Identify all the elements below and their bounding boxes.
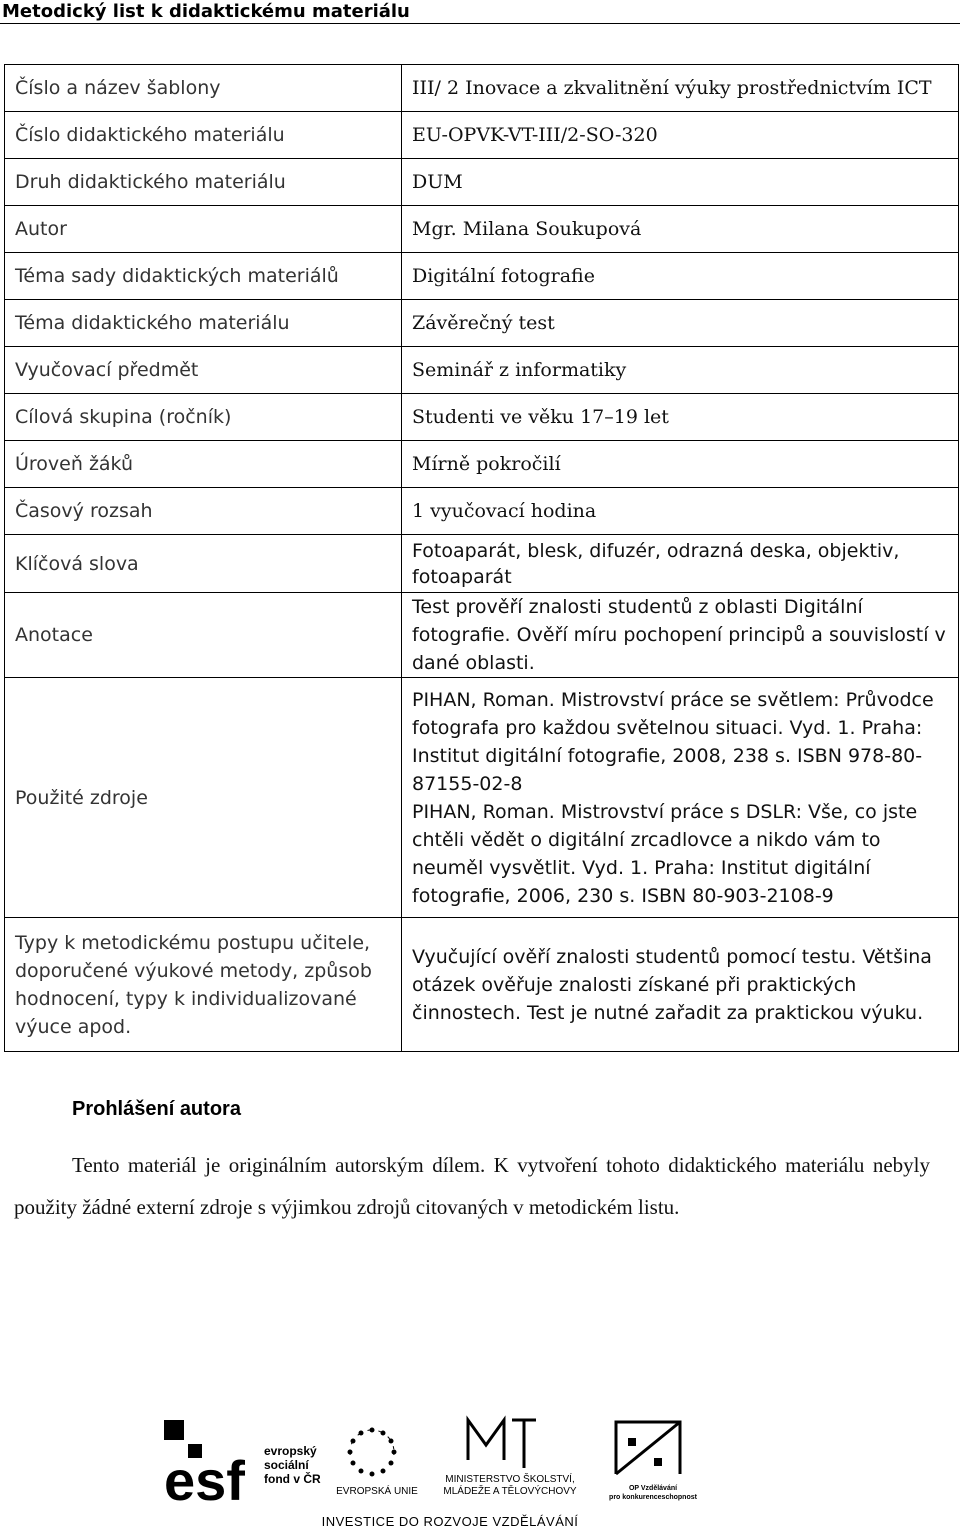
row-label: Typy k metodickému postupu učitele, doporučené výukové metody, způsob hodnocení, typy k individualizované výuce apod. bbox=[5, 918, 402, 1052]
row-value: EU-OPVK-VT-III/2-SO-320 bbox=[402, 112, 959, 159]
eu-stars-icon bbox=[332, 1424, 412, 1484]
row-label: Úroveň žáků bbox=[5, 441, 402, 488]
logo-footer-slogan: INVESTICE DO ROZVOJE VZDĚLÁVÁNÍ bbox=[321, 1514, 579, 1529]
row-label: Druh didaktického materiálu bbox=[5, 159, 402, 206]
row-label: Téma sady didaktických materiálů bbox=[5, 253, 402, 300]
op-line: pro konkurenceschopnost bbox=[609, 1494, 697, 1501]
table-row bbox=[5, 593, 959, 678]
page-title: Metodický list k didaktickému materiálu bbox=[0, 0, 960, 24]
table-row bbox=[5, 394, 959, 441]
esf-line: sociální bbox=[264, 1458, 309, 1472]
msmt-logo bbox=[430, 1410, 590, 1510]
row-value: Vyučující ověří znalosti studentů pomocí testu. Většina otázek ověřuje znalosti získané při praktických činnostech. Test je nutné zařadit za praktickou výuku. bbox=[402, 918, 959, 1052]
row-value: DUM bbox=[402, 159, 959, 206]
row-label: Časový rozsah bbox=[5, 488, 402, 535]
row-label: Číslo didaktického materiálu bbox=[5, 112, 402, 159]
esf-logo bbox=[164, 1420, 324, 1510]
source-1: PIHAN, Roman. Mistrovství práce se světlem: Průvodce fotografa pro každou světelnou situaci. Vyd. 1. Praha: Institut digitální fotografie, 2008, 238 s. ISBN 978-80-87155-02-8 bbox=[412, 688, 934, 795]
source-2: PIHAN, Roman. Mistrovství práce s DSLR: Vše, co jste chtěli vědět o digitální zrcadlovce a nikdo vám to neuměl vysvětlit. Vyd. 1. Praha: Institut digitální fotografie, 2006, 230 s. ISBN 80-903-2108-9 bbox=[412, 800, 918, 907]
eu-label: EVROPSKÁ UNIE bbox=[336, 1486, 418, 1497]
row-value: Fotoaparát, blesk, difuzér, odrazná deska, objektiv, fotoaparát bbox=[402, 535, 959, 593]
row-value: 1 vyučovací hodina bbox=[402, 488, 959, 535]
row-value: Mgr. Milana Soukupová bbox=[402, 206, 959, 253]
row-label: Klíčová slova bbox=[5, 535, 402, 593]
table-row bbox=[5, 678, 959, 918]
svg-text:esf: esf bbox=[164, 1449, 245, 1510]
table-row bbox=[5, 488, 959, 535]
row-value: Studenti ve věku 17–19 let bbox=[402, 394, 959, 441]
eu-logo bbox=[332, 1424, 422, 1514]
row-label: Vyučovací předmět bbox=[5, 347, 402, 394]
table-row bbox=[5, 253, 959, 300]
row-label: Anotace bbox=[5, 593, 402, 678]
op-line: OP Vzdělávání bbox=[628, 1485, 678, 1492]
table-row bbox=[5, 300, 959, 347]
row-value: Mírně pokročilí bbox=[402, 441, 959, 488]
msmt-line: MLÁDEŽE A TĚLOVÝCHOVY bbox=[443, 1486, 577, 1497]
declaration-text: Tento materiál je originálním autorským dílem. K vytvoření tohoto didaktického materiálu nebyly použity žádné externí zdroje s výjimkou zdrojů citovaných v metodickém listu. bbox=[14, 1153, 930, 1219]
msmt-line: MINISTERSTVO ŠKOLSTVÍ, bbox=[445, 1474, 575, 1485]
esf-line: evropský bbox=[264, 1444, 317, 1458]
row-value: Seminář z informatiky bbox=[402, 347, 959, 394]
op-mark-icon bbox=[610, 1416, 690, 1480]
row-value: Závěrečný test bbox=[402, 300, 959, 347]
table-row bbox=[5, 159, 959, 206]
msmt-mark-icon bbox=[460, 1410, 540, 1472]
table-row bbox=[5, 535, 959, 593]
row-label: Použité zdroje bbox=[5, 678, 402, 918]
row-value: Test prověří znalosti studentů z oblasti Digitální fotografie. Ověří míru pochopení principů a souvislostí v dané oblasti. bbox=[402, 593, 959, 678]
table-row bbox=[5, 65, 959, 112]
row-label: Číslo a název šablony bbox=[5, 65, 402, 112]
declaration-title: Prohlášení autora bbox=[72, 1098, 241, 1120]
table-row bbox=[5, 347, 959, 394]
table-row bbox=[5, 441, 959, 488]
op-logo bbox=[598, 1416, 708, 1512]
row-value: III/ 2 Inovace a zkvalitnění výuky prostřednictvím ICT bbox=[402, 65, 959, 112]
row-label: Autor bbox=[5, 206, 402, 253]
esf-mark-icon bbox=[164, 1420, 264, 1510]
row-value bbox=[402, 678, 959, 918]
row-label: Cílová skupina (ročník) bbox=[5, 394, 402, 441]
logo-strip bbox=[150, 1410, 710, 1530]
esf-line: fond v ČR bbox=[264, 1472, 321, 1486]
table-row bbox=[5, 206, 959, 253]
table-row bbox=[5, 112, 959, 159]
table-row bbox=[5, 918, 959, 1052]
metadata-table bbox=[4, 64, 959, 1052]
row-value: Digitální fotografie bbox=[402, 253, 959, 300]
row-label: Téma didaktického materiálu bbox=[5, 300, 402, 347]
